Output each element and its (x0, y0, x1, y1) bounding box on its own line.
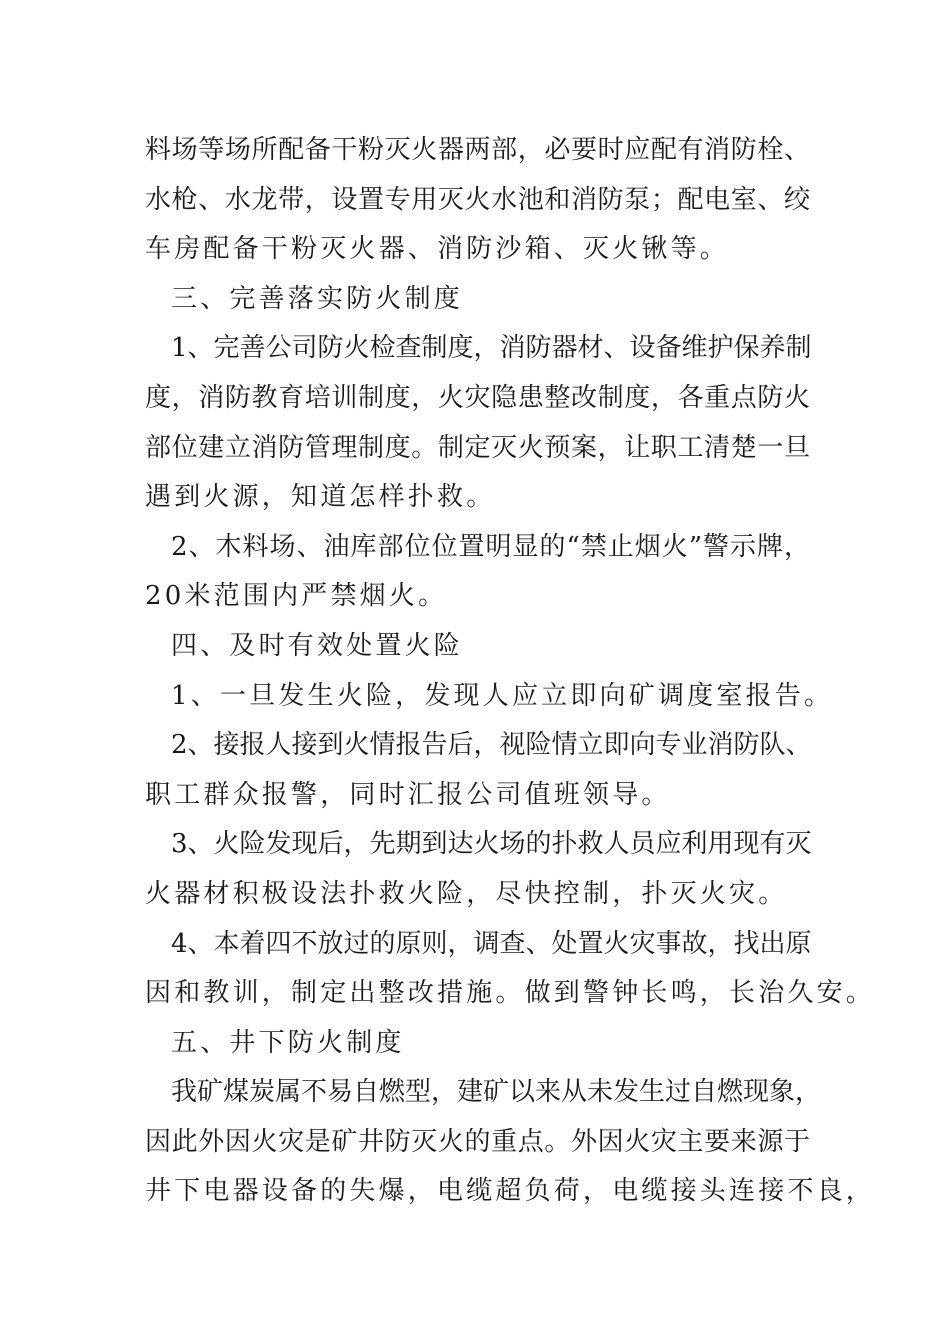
body-text-line: 料场等场所配备干粉灭火器两部，必要时应配有消防栓、 (145, 135, 810, 165)
body-text-line: 2、木料场、油库部位位置明显的“禁止烟火”警示牌， (171, 531, 810, 562)
body-text-line: 1、一旦发生火险，发现人应立即向矿调度室报告。 (171, 680, 834, 711)
section-heading: 五、井下防火制度 (171, 1027, 405, 1058)
body-text-line: 3、火险发现后，先期到达火场的扑救人员应利用现有灭 (171, 829, 812, 860)
body-text-line: 4、本着四不放过的原则，调查、处置火灾事故，找出原 (171, 928, 812, 959)
section-heading: 四、及时有效处置火险 (171, 630, 464, 661)
body-text-line: 遇到火源，知道怎样扑救。 (145, 482, 496, 513)
body-text-line: 因此外因火灾是矿井防灭火的重点。外因火灾主要来源于 (145, 1126, 810, 1157)
body-text-line: 1、完善公司防火检查制度，消防器材、设备维护保养制 (171, 333, 812, 364)
body-text-line: 度，消防教育培训制度，火灾隐患整改制度，各重点防火 (145, 382, 810, 413)
document-body (145, 126, 876, 1217)
body-text-line: 火器材积极设法扑救火险，尽快控制，扑灭火灾。 (145, 878, 788, 909)
body-text-line: 水枪、水龙带，设置专用灭火水池和消防泵；配电室、绞 (145, 184, 810, 215)
section-heading: 三、完善落实防火制度 (171, 283, 464, 314)
body-text-line: 部位建立消防管理制度。制定灭火预案，让职工清楚一旦 (145, 432, 810, 463)
body-text-line: 我矿煤炭属不易自燃型，建矿以来从未发生过自燃现象， (171, 1077, 822, 1108)
body-text-line: 2、接报人接到火情报告后，视险情立即向专业消防队、 (171, 730, 812, 761)
body-text-line: 井下电器设备的失爆，电缆超负荷，电缆接头连接不良， (145, 1176, 876, 1207)
body-text-line: 20米范围内严禁烟火。 (145, 581, 448, 612)
body-text-line: 因和教训，制定出整改措施。做到警钟长鸣，长治久安。 (145, 978, 876, 1009)
body-text-line: 职工群众报警，同时汇报公司值班领导。 (145, 779, 671, 810)
body-text-line: 车房配备干粉灭火器、消防沙箱、灭火锹等。 (145, 234, 730, 265)
